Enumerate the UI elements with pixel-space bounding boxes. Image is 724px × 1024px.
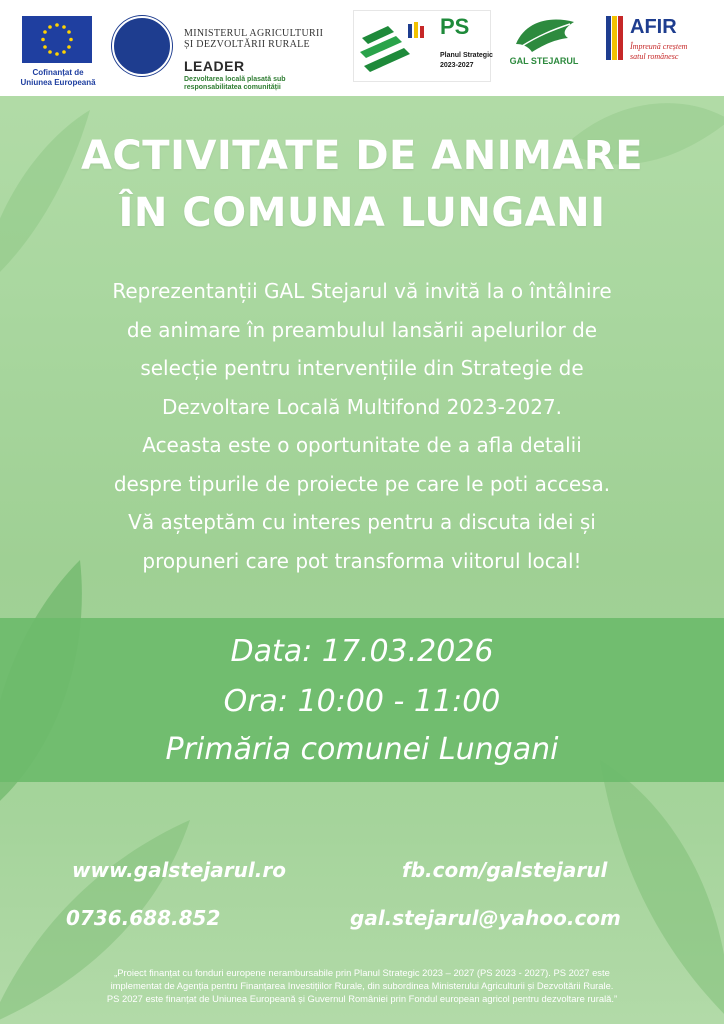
email-link[interactable]: gal.stejarul@yahoo.com	[350, 906, 621, 930]
invitation-text	[40, 272, 684, 580]
eu-flag-icon	[22, 16, 92, 63]
oak-leaf-icon	[512, 14, 578, 54]
facebook-link[interactable]: fb.com/galstejarul	[402, 858, 608, 882]
invitation-line: selecție pentru intervențiile din Strategie de	[140, 356, 584, 380]
ministry-line2: ȘI DEZVOLTĂRII RURALE	[184, 39, 310, 50]
invitation-line: despre tipurile de proiecte pe care le poti accesa.	[113, 471, 611, 496]
ps-logo-sub1: Planul Strategic	[440, 52, 493, 59]
leader-subtitle	[184, 76, 334, 92]
ministry-name	[184, 28, 354, 50]
website-link[interactable]: www.galstejarul.ro	[72, 858, 286, 882]
leader-sub-line1: Dezvoltarea locală plasată sub	[184, 76, 286, 83]
eu-caption-line1: Cofinanțat de	[32, 68, 84, 77]
invitation-line: propuneri care pot transforma viitorul local!	[142, 548, 582, 573]
invitation-line: Dezvoltare Locală Multifond 2023-2027.	[161, 394, 563, 419]
poster-title-line1: ACTIVITATE DE ANIMARE	[80, 133, 644, 179]
government-seal-icon	[112, 16, 172, 76]
ministry-line1: MINISTERUL AGRICULTURII	[184, 28, 324, 39]
invitation-line: Reprezentanții GAL Stejarul vă invită la o întâlnire	[112, 279, 612, 303]
disclaimer-line: „Proiect finanțat cu fonduri europene nerambursabile prin Planul Strategic 2023 – 2027 (PS 2023 - 2027). PS 2027 este	[114, 967, 610, 978]
phone-number[interactable]: 0736.688.852	[66, 906, 221, 930]
funding-disclaimer	[8, 966, 716, 1005]
event-date: Data: 17.03.2026	[230, 634, 494, 669]
invitation-line: Aceasta este o oportunitate de a afla detalii	[142, 433, 582, 457]
afir-logo-title: AFIR	[630, 16, 677, 38]
ps-stripes-icon	[358, 18, 434, 72]
invitation-line: Vă așteptăm cu interes pentru a discuta idei și	[128, 510, 596, 534]
gal-logo-name: GAL STEJARUL	[509, 56, 579, 66]
ps-logo-title: PS	[440, 14, 470, 39]
eu-caption	[12, 68, 104, 88]
afir-logo-sub2: satul românesc	[630, 52, 679, 61]
disclaimer-line: implementat de Agenția pentru Finanțarea Investițiilor Rurale, din subordinea Ministerului Agriculturii și Dezvoltării Rurale.	[110, 980, 614, 991]
eu-caption-line2: Uniunea Europeană	[20, 78, 96, 87]
leader-title: LEADER	[184, 58, 245, 74]
poster-title-line2: ÎN COMUNA LUNGANI	[118, 190, 606, 236]
leader-sub-line2: responsabilitatea comunității	[184, 84, 281, 91]
event-time: Ora: 10:00 - 11:00	[223, 684, 501, 719]
afir-logo-sub1: Împreună creștem	[630, 42, 688, 51]
disclaimer-line: PS 2027 este finanțat de Uniunea Europeană și Guvernul României prin Fondul european agricol pentru dezvoltare rurală.”	[106, 993, 618, 1004]
event-location: Primăria comunei Lungani	[165, 732, 559, 767]
afir-emblem-icon	[604, 14, 626, 62]
invitation-line: de animare în preambulul lansării apelurilor de	[126, 317, 598, 342]
ps-logo-sub2: 2023-2027	[440, 62, 474, 69]
